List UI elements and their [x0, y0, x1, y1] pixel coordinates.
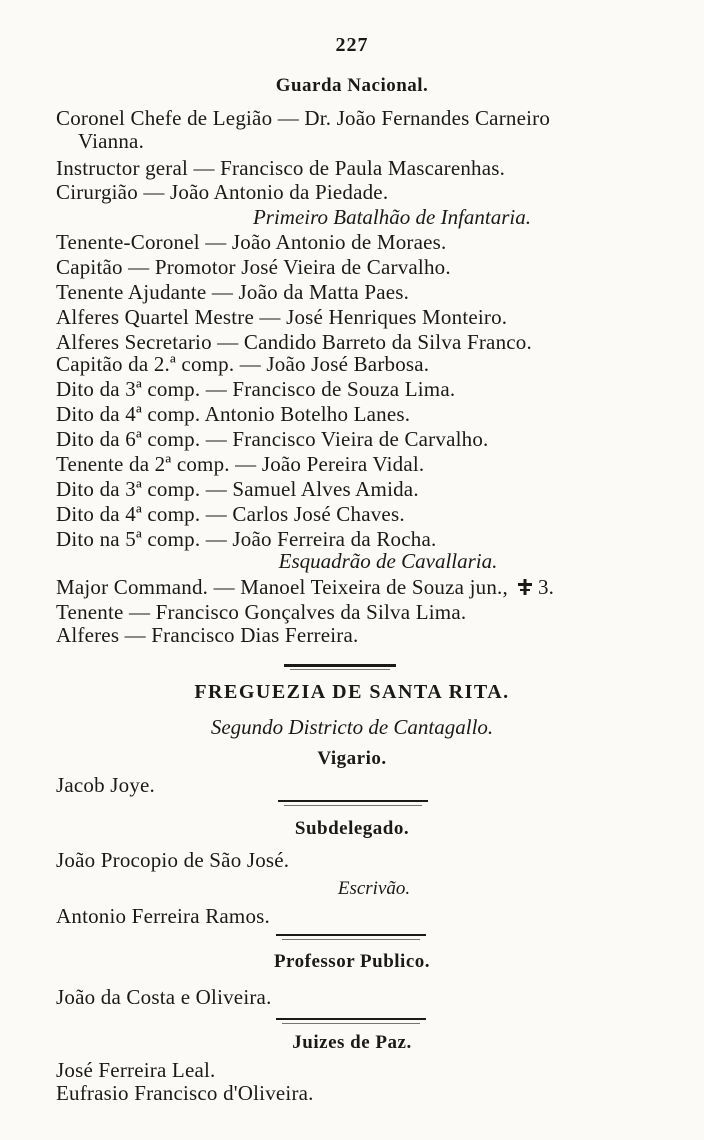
divider-rule	[278, 800, 428, 802]
text-line: Dito da 3ª comp. — Francisco de Souza Lima.	[56, 377, 456, 401]
text-line: Alferes — Francisco Dias Ferreira.	[56, 623, 359, 647]
cavalry-major-suffix: 3.	[537, 575, 555, 599]
text-line: Alferes Quartel Mestre — José Henriques Monteiro.	[56, 305, 508, 329]
text-line: Dito da 4ª comp. Antonio Botelho Lanes.	[56, 402, 411, 426]
text-line: Tenente da 2ª comp. — João Pereira Vidal.	[56, 452, 425, 476]
heading-juizes: Juizes de Paz.	[292, 1032, 412, 1053]
juiz-name: Eufrasio Francisco d'Oliveira.	[56, 1081, 314, 1105]
heading-vigario: Vigario.	[317, 748, 387, 769]
section-heading-guarda-nacional: Guarda Nacional.	[275, 75, 429, 96]
heading-professor: Professor Publico.	[273, 951, 431, 972]
vigario-name: Jacob Joye.	[56, 773, 156, 797]
heading-escrivao: Escrivão.	[337, 878, 411, 899]
divider-rule	[276, 1018, 426, 1020]
heading-subdelegado: Subdelegado.	[294, 818, 410, 839]
text-line: Dito da 4ª comp. — Carlos José Chaves.	[56, 502, 405, 526]
text-line: Dito da 3ª comp. — Samuel Alves Amida.	[56, 477, 419, 501]
subheading-infantaria: Primeiro Batalhão de Infantaria.	[252, 205, 532, 229]
text-line: Vianna.	[78, 129, 145, 153]
cavalry-major-text: Major Command. — Manoel Teixeira de Souza jun.,	[56, 575, 508, 599]
text-line: Tenente — Francisco Gonçalves da Silva Lima.	[56, 600, 467, 624]
text-line: Capitão da 2.ª comp. — João José Barbosa.	[56, 352, 430, 376]
text-line: Coronel Chefe de Legião — Dr. João Fernandes Carneiro	[56, 106, 551, 130]
escrivao-name: Antonio Ferreira Ramos.	[56, 904, 270, 928]
text-line: Instructor geral — Francisco de Paula Mascarenhas.	[56, 156, 506, 180]
divider-rule	[276, 934, 426, 936]
subdelegado-name: João Procopio de São José.	[56, 848, 290, 872]
text-line: Alferes Secretario — Candido Barreto da Silva Franco.	[56, 330, 532, 354]
text-line: Tenente-Coronel — João Antonio de Moraes.	[56, 230, 447, 254]
subheading-cavallaria: Esquadrão de Cavallaria.	[278, 549, 498, 573]
text-line: Dito da 6ª comp. — Francisco Vieira de Carvalho.	[56, 427, 489, 451]
page-number: 227	[335, 34, 369, 56]
section-subtitle-districto: Segundo Districto de Cantagallo.	[210, 715, 494, 739]
divider-rule	[284, 664, 396, 667]
text-line: Tenente Ajudante — João da Matta Paes.	[56, 280, 410, 304]
text-line: Capitão — Promotor José Vieira de Carvalho.	[56, 255, 451, 279]
text-line	[56, 575, 554, 599]
section-title-freguezia: FREGUEZIA DE SANTA RITA.	[194, 681, 510, 703]
professor-name: João da Costa e Oliveira.	[56, 985, 272, 1009]
text-line: Cirurgião — João Antonio da Piedade.	[56, 180, 389, 204]
juiz-name: José Ferreira Leal.	[56, 1058, 216, 1082]
cross-icon	[518, 579, 532, 595]
text-line: Dito na 5ª comp. — João Ferreira da Rocha.	[56, 527, 437, 551]
